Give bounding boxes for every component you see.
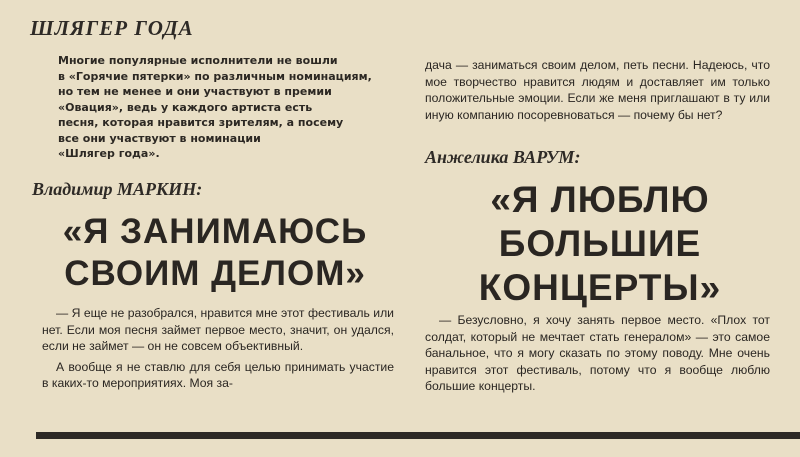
left-author: Владимир МАРКИН: (32, 179, 203, 199)
paragraph: — Безусловно, я хочу занять первое место. «Плох тот солдат, который не мечтает стать генералом» — это самое банальное, что я могу сказать по этому поводу. Мне очень нравится этот фестиваль, потому что я вообще люблю большие концерты. (425, 313, 770, 393)
right-continuation (425, 57, 770, 123)
headline-line: «Я ЗАНИМАЮСЬ (62, 212, 368, 251)
left-article-body (42, 305, 394, 392)
intro-text (58, 53, 398, 162)
right-headline (425, 178, 775, 310)
left-headline (30, 211, 400, 295)
intro-line: все они участвуют в номинации (58, 131, 261, 145)
intro-line: но тем не менее и они участвуют в премии (58, 85, 332, 98)
paragraph: — Я еще не разобрался, нравится мне этот фестиваль или нет. Если моя песня займет первое место, значит, он удался, если не займет — он не совсем объективный. (42, 306, 394, 353)
right-article-body (425, 312, 770, 395)
intro-line: «Шлягер года». (58, 147, 160, 160)
intro-line: «Овация», ведь у каждого артиста есть (58, 100, 313, 114)
intro-line: в «Горячие пятерки» по различным номинациям, (58, 69, 372, 83)
headline-line: КОНЦЕРТЫ» (478, 267, 722, 308)
intro-line: песня, которая нравится зрителям, а посему (58, 116, 344, 129)
right-author: Анжелика ВАРУМ: (425, 147, 581, 167)
headline-line: «Я ЛЮБЛЮ (490, 179, 710, 220)
paragraph: А вообще я не ставлю для себя целью принимать участие в каких-то мероприятиях. Моя за- (42, 359, 394, 390)
section-title: ШЛЯГЕР ГОДА (30, 16, 194, 40)
intro-line: Многие популярные исполнители не вошли (58, 54, 338, 67)
paragraph: дача — заниматься своим делом, петь песни. Надеюсь, что мое творчество нравится людям и доставляет им только положительные эмоции. Если же меня приглашают в ту или иную компанию посоревноваться — почему бы нет? (425, 58, 770, 122)
headline-line: СВОИМ ДЕЛОМ» (64, 254, 366, 293)
headline-line: БОЛЬШИЕ (498, 223, 702, 264)
bottom-rule (36, 432, 800, 439)
